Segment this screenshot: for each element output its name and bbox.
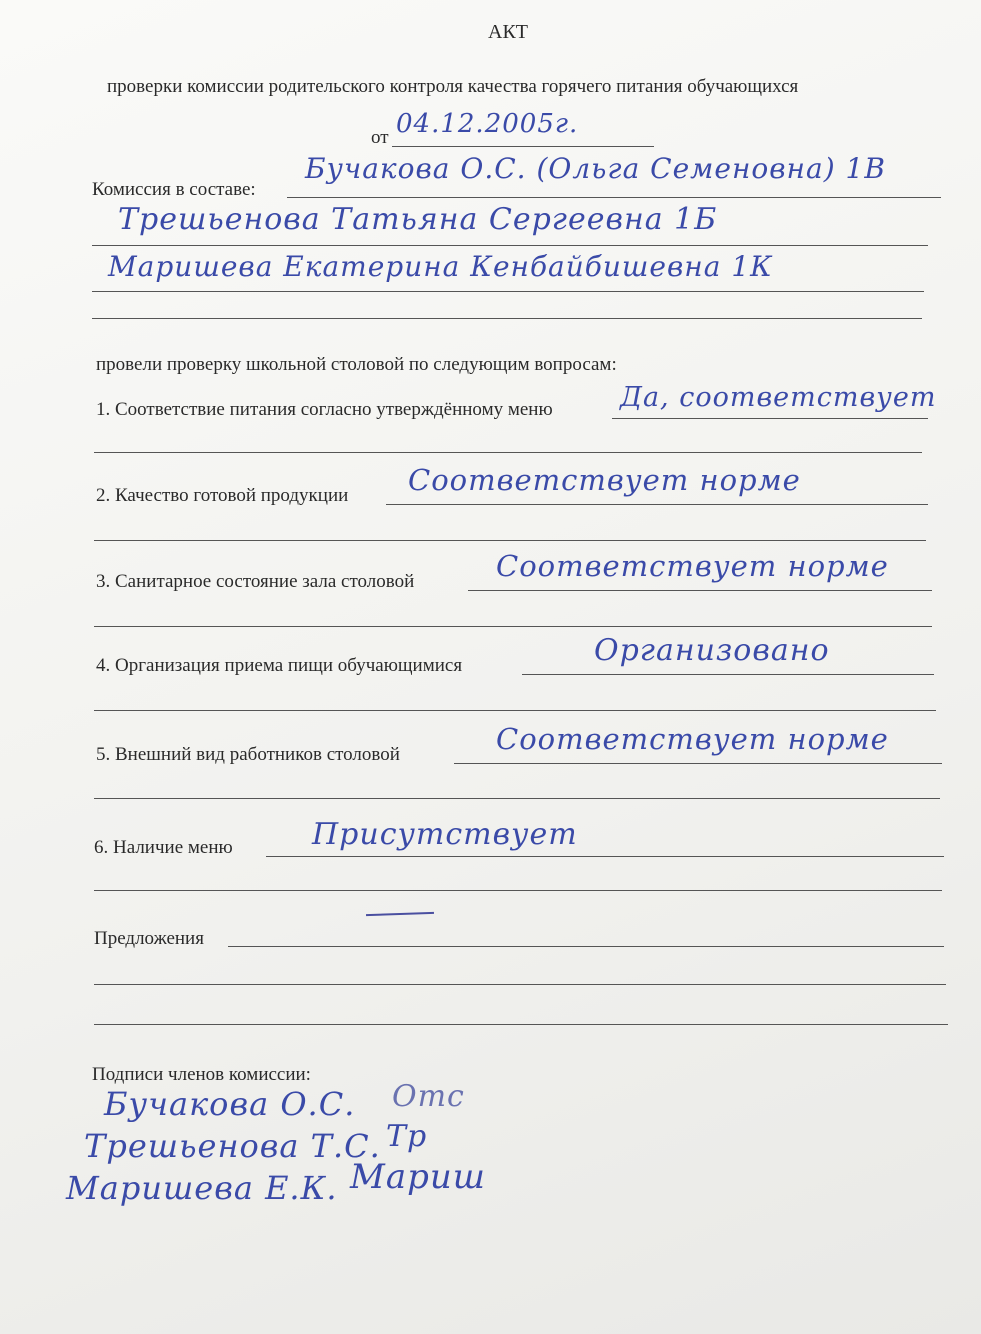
commission-line-3: [92, 291, 924, 292]
proposals-line-1: [228, 946, 944, 947]
commission-line-4: [92, 318, 922, 319]
answer-line: [522, 674, 934, 675]
answer-line: [468, 590, 932, 591]
commission-member-1: Бучакова О.С. (Ольга Семеновна) 1В: [305, 152, 886, 185]
commission-label: Комиссия в составе:: [92, 179, 256, 200]
signature-mark: Мариш: [350, 1157, 486, 1197]
commission-member-3: Маришева Екатерина Кенбайбишевна 1К: [108, 250, 773, 283]
signature-mark: Отс: [392, 1079, 465, 1114]
question-label: 2. Качество готовой продукции: [96, 485, 349, 506]
commission-line-1: [287, 197, 941, 198]
proposals-label: Предложения: [94, 928, 204, 949]
signature-name: Трешьенова Т.С.: [84, 1127, 381, 1165]
extra-line: [94, 540, 926, 541]
commission-line-2: [92, 245, 928, 246]
answer-text: Соответствует норме: [496, 722, 889, 756]
question-label: 4. Организация приема пищи обучающимися: [96, 655, 463, 676]
question-label: 5. Внешний вид работников столовой: [96, 744, 400, 765]
question-label: 3. Санитарное состояние зала столовой: [96, 571, 415, 592]
answer-text: Организовано: [594, 633, 830, 668]
answer-text: Соответствует норме: [408, 463, 801, 497]
extra-line: [94, 452, 922, 453]
signature-mark: Тр: [386, 1119, 428, 1154]
document-title: АКТ: [488, 21, 528, 43]
date-line: [392, 146, 654, 147]
answer-line: [266, 856, 944, 857]
signature-name: Бучакова О.С.: [104, 1085, 356, 1123]
proposals-line-3: [94, 1024, 948, 1025]
question-label: 1. Соответствие питания согласно утверждённому меню: [96, 399, 553, 420]
inspection-intro: провели проверку школьной столовой по следующим вопросам:: [96, 354, 617, 375]
answer-text: Соответствует норме: [496, 549, 889, 583]
question-label: 6. Наличие меню: [94, 837, 233, 858]
answer-text: Присутствует: [312, 817, 578, 852]
date-value: 04.12.2005г.: [396, 109, 579, 139]
commission-member-2: Трешьенова Татьяна Сергеевна 1Б: [118, 202, 718, 237]
answer-text: Да, соответствует: [620, 382, 937, 413]
extra-line: [94, 890, 942, 891]
extra-line: [94, 626, 932, 627]
document-subtitle: проверки комиссии родительского контроля качества горячего питания обучающихся: [107, 76, 799, 97]
extra-line: [94, 710, 936, 711]
answer-line: [386, 504, 928, 505]
proposals-line-2: [94, 984, 946, 985]
signature-name: Маришева Е.К.: [66, 1169, 338, 1207]
answer-line: [454, 763, 942, 764]
date-prefix: от: [371, 127, 389, 148]
answer-line: [612, 418, 928, 419]
signatures-label: Подписи членов комиссии:: [92, 1064, 311, 1085]
proposal-dash-mark: [366, 912, 434, 916]
extra-line: [94, 798, 940, 799]
